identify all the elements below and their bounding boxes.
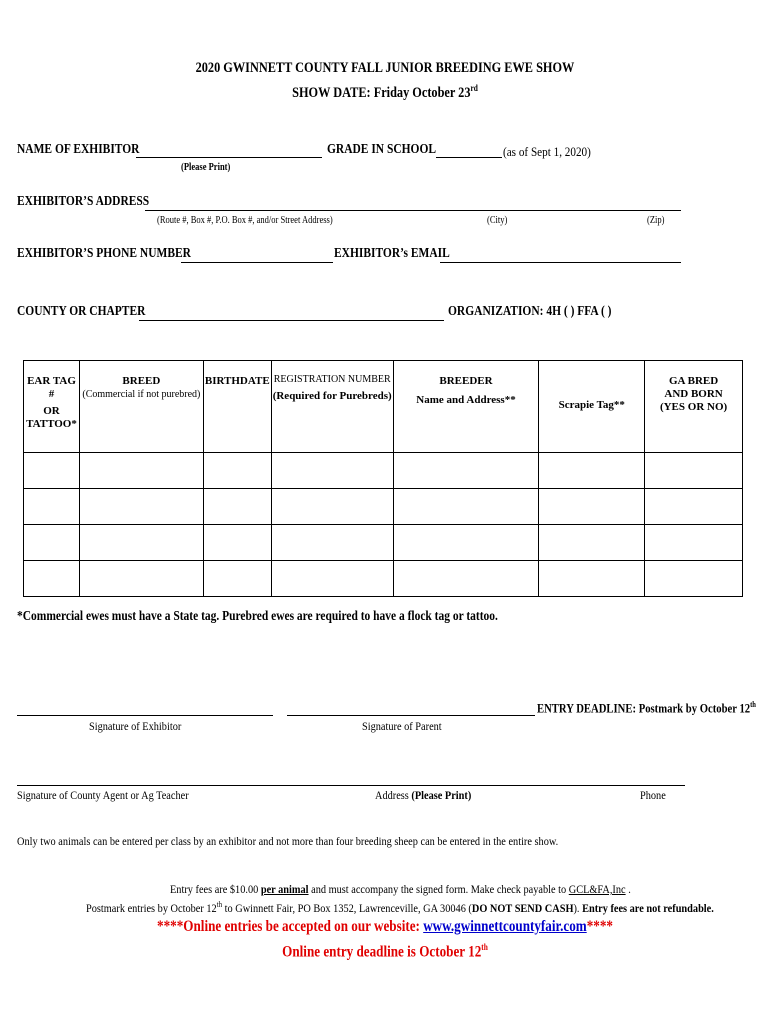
phone-label: EXHIBITOR’S PHONE NUMBER	[17, 246, 191, 261]
post-not-refundable: Entry fees are not refundable.	[582, 901, 714, 915]
commercial-note: *Commercial ewes must have a State tag. Purebred ewes are required to have a flock tag or tattoo.	[17, 609, 498, 624]
phone-field[interactable]	[181, 262, 333, 263]
table-row[interactable]	[24, 561, 743, 597]
entry-limit-note: Only two animals can be entered per class by an exhibitor and not more than four breeding sheep can be entered in the entire show.	[17, 834, 559, 848]
table-row[interactable]	[24, 453, 743, 489]
email-field[interactable]	[440, 262, 681, 263]
ga-born-text: AND BORN	[664, 388, 723, 400]
breed-sub-text: (Commercial if not purebred)	[82, 389, 201, 400]
online-deadline-sup: th	[481, 942, 488, 952]
grade-note: (as of Sept 1, 2020)	[503, 144, 591, 159]
name-label: NAME OF EXHIBITOR	[17, 142, 140, 157]
hash-text: #	[48, 388, 55, 400]
table-row[interactable]	[24, 525, 743, 561]
grade-label: GRADE IN SCHOOL	[327, 142, 437, 157]
post-b: to Gwinnett Fair, PO Box 1352, Lawrenceville, GA 30046 (	[222, 901, 472, 915]
breeder-header	[393, 361, 539, 453]
fees-c: and must accompany the signed form. Make check payable to	[308, 882, 569, 896]
address-please-print: (Please Print)	[411, 788, 472, 802]
website-link[interactable]: www.gwinnettcountyfair.com	[423, 918, 587, 935]
registration-sub-text: (Required for Purebreds)	[272, 390, 392, 402]
table-row[interactable]	[24, 489, 743, 525]
name-field[interactable]	[136, 157, 322, 158]
signature-parent-label: Signature of Parent	[362, 719, 442, 733]
breed-text: BREED	[122, 375, 161, 387]
ear-tag-text: EAR TAG	[27, 375, 76, 387]
fees-payee: GCL&FA,Inc	[568, 882, 626, 896]
post-no-cash: DO NOT SEND CASH	[471, 901, 574, 915]
form-title: 2020 GWINNETT COUNTY FALL JUNIOR BREEDING EWE SHOW	[195, 60, 575, 76]
show-date-sup: rd	[470, 83, 478, 93]
please-print-note: (Please Print)	[181, 162, 231, 173]
agent-signature-line[interactable]	[17, 785, 685, 786]
signature-exhibitor-label: Signature of Exhibitor	[89, 719, 182, 733]
grade-field[interactable]	[436, 157, 502, 158]
tattoo-text: TATTOO*	[26, 418, 77, 430]
postmark-note	[86, 900, 714, 916]
birthdate-header: BIRTHDATE	[203, 361, 271, 453]
entry-deadline	[537, 700, 756, 716]
animal-table	[23, 360, 743, 597]
post-sup: th	[216, 900, 223, 909]
address-field[interactable]	[145, 210, 681, 211]
breeder-text: BREEDER	[439, 375, 493, 387]
scrapie-header: Scrapie Tag**	[539, 361, 645, 453]
signature-agent-label: Signature of County Agent or Ag Teacher	[17, 788, 189, 802]
address-text: Address	[375, 788, 409, 802]
email-label: EXHIBITOR’s EMAIL	[334, 246, 450, 261]
post-a: Postmark entries by October 12	[86, 901, 217, 915]
phone-label-bottom: Phone	[640, 788, 666, 802]
or-text: OR	[43, 405, 60, 417]
ear-tag-header	[24, 361, 80, 453]
county-label: COUNTY OR CHAPTER	[17, 304, 146, 319]
fees-a: Entry fees are $10.00	[170, 882, 261, 896]
organization-label: ORGANIZATION: 4H ( ) FFA ( )	[448, 304, 612, 319]
online-b: ****	[586, 918, 613, 935]
exhibitor-signature-line[interactable]	[17, 715, 273, 716]
online-a: ****Online entries be accepted on our website:	[157, 918, 424, 935]
address-hint-zip: (Zip)	[647, 215, 665, 226]
breeder-sub-text: Name and Address**	[416, 394, 516, 406]
address-hint-street: (Route #, Box #, P.O. Box #, and/or Street Address)	[157, 215, 333, 226]
ga-yes-no-text: (YES OR NO)	[659, 401, 728, 413]
online-deadline	[69, 942, 700, 961]
online-entries-note	[69, 918, 700, 936]
parent-signature-line[interactable]	[287, 715, 535, 716]
show-date	[69, 83, 700, 102]
post-d: ).	[573, 901, 583, 915]
show-date-text: SHOW DATE: Friday October 23	[292, 85, 471, 101]
fees-per-animal: per animal	[260, 882, 309, 896]
online-deadline-text: Online entry deadline is October 12	[282, 943, 482, 961]
address-print-label	[375, 788, 471, 803]
address-hint-city: (City)	[487, 215, 508, 226]
county-field[interactable]	[139, 320, 444, 321]
address-label: EXHIBITOR’S ADDRESS	[17, 194, 150, 209]
fees-e: .	[625, 882, 631, 896]
ga-bred-text: GA BRED	[668, 375, 719, 387]
table-header-row	[24, 361, 743, 453]
registration-text: REGISTRATION NUMBER	[273, 374, 391, 385]
breed-header	[79, 361, 203, 453]
entry-fee-note	[170, 882, 631, 897]
ga-bred-header	[645, 361, 743, 453]
registration-header	[271, 361, 393, 453]
entry-deadline-sup: th	[750, 700, 756, 709]
entry-deadline-text: ENTRY DEADLINE: Postmark by October 12	[537, 700, 751, 716]
